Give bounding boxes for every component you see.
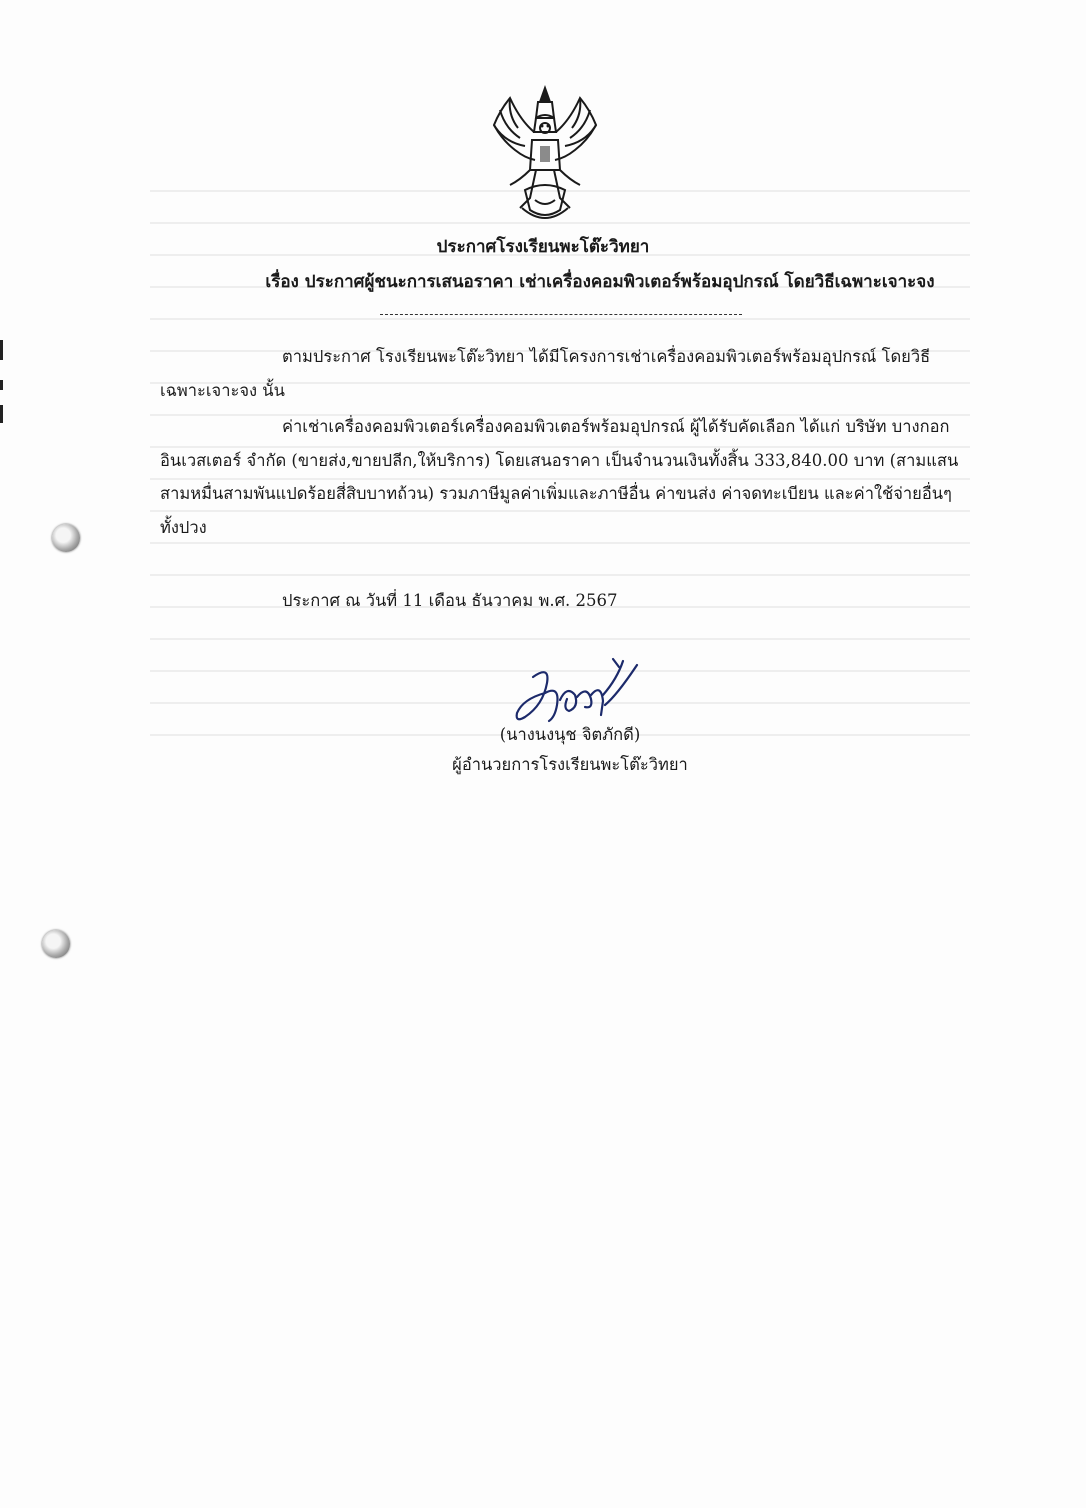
edge-mark — [0, 380, 3, 390]
announce-date: ประกาศ ณ วันที่ 11 เดือน ธันวาคม พ.ศ. 2567 — [282, 591, 618, 610]
edge-mark — [0, 340, 3, 360]
paragraph-project-text: ตามประกาศ โรงเรียนพะโต๊ะวิทยา ได้มีโครงการเช่าเครื่องคอมพิวเตอร์พร้อมอุปกรณ์ โดยวิธีเฉพาะเจาะจง นั้น — [160, 347, 931, 400]
paragraph-winner-text: ค่าเช่าเครื่องคอมพิวเตอร์เครื่องคอมพิวเตอร์พร้อมอุปกรณ์ ผู้ได้รับคัดเลือก ได้แก่ บริษัท บางกอก อินเวสเตอร์ จำกัด (ขายส่ง,ขายปลีก,ให้บริการ) โดยเสนอราคา เป็นจำนวนเงินทั้งสิ้น 333,840.00 บาท (สามแสนสามหมื่นสามพันแปดร้อยสี่สิบบาทถ้วน) รวมภาษีมูลค่าเพิ่มและภาษีอื่น ค่าขนส่ง ค่าจดทะเบียน และค่าใช้จ่ายอื่นๆ ทั้งปวง — [160, 417, 959, 537]
edge-mark — [0, 405, 3, 423]
divider — [380, 314, 742, 315]
document-subject: เรื่อง ประกาศผู้ชนะการเสนอราคา เช่าเครื่องคอมพิวเตอร์พร้อมอุปกรณ์ โดยวิธีเฉพาะเจาะจง — [265, 272, 935, 292]
signer-position: ผู้อำนวยการโรงเรียนพะโต๊ะวิทยา — [452, 755, 688, 774]
paragraph-project — [160, 340, 960, 407]
punch-hole — [52, 524, 80, 552]
document-heading: ประกาศโรงเรียนพะโต๊ะวิทยา — [436, 237, 650, 257]
signer-name: (นางนงนุช จิตภักดี) — [499, 725, 641, 744]
paragraph-winner — [160, 410, 960, 544]
punch-hole — [42, 930, 70, 958]
garuda-emblem-icon — [480, 80, 610, 230]
